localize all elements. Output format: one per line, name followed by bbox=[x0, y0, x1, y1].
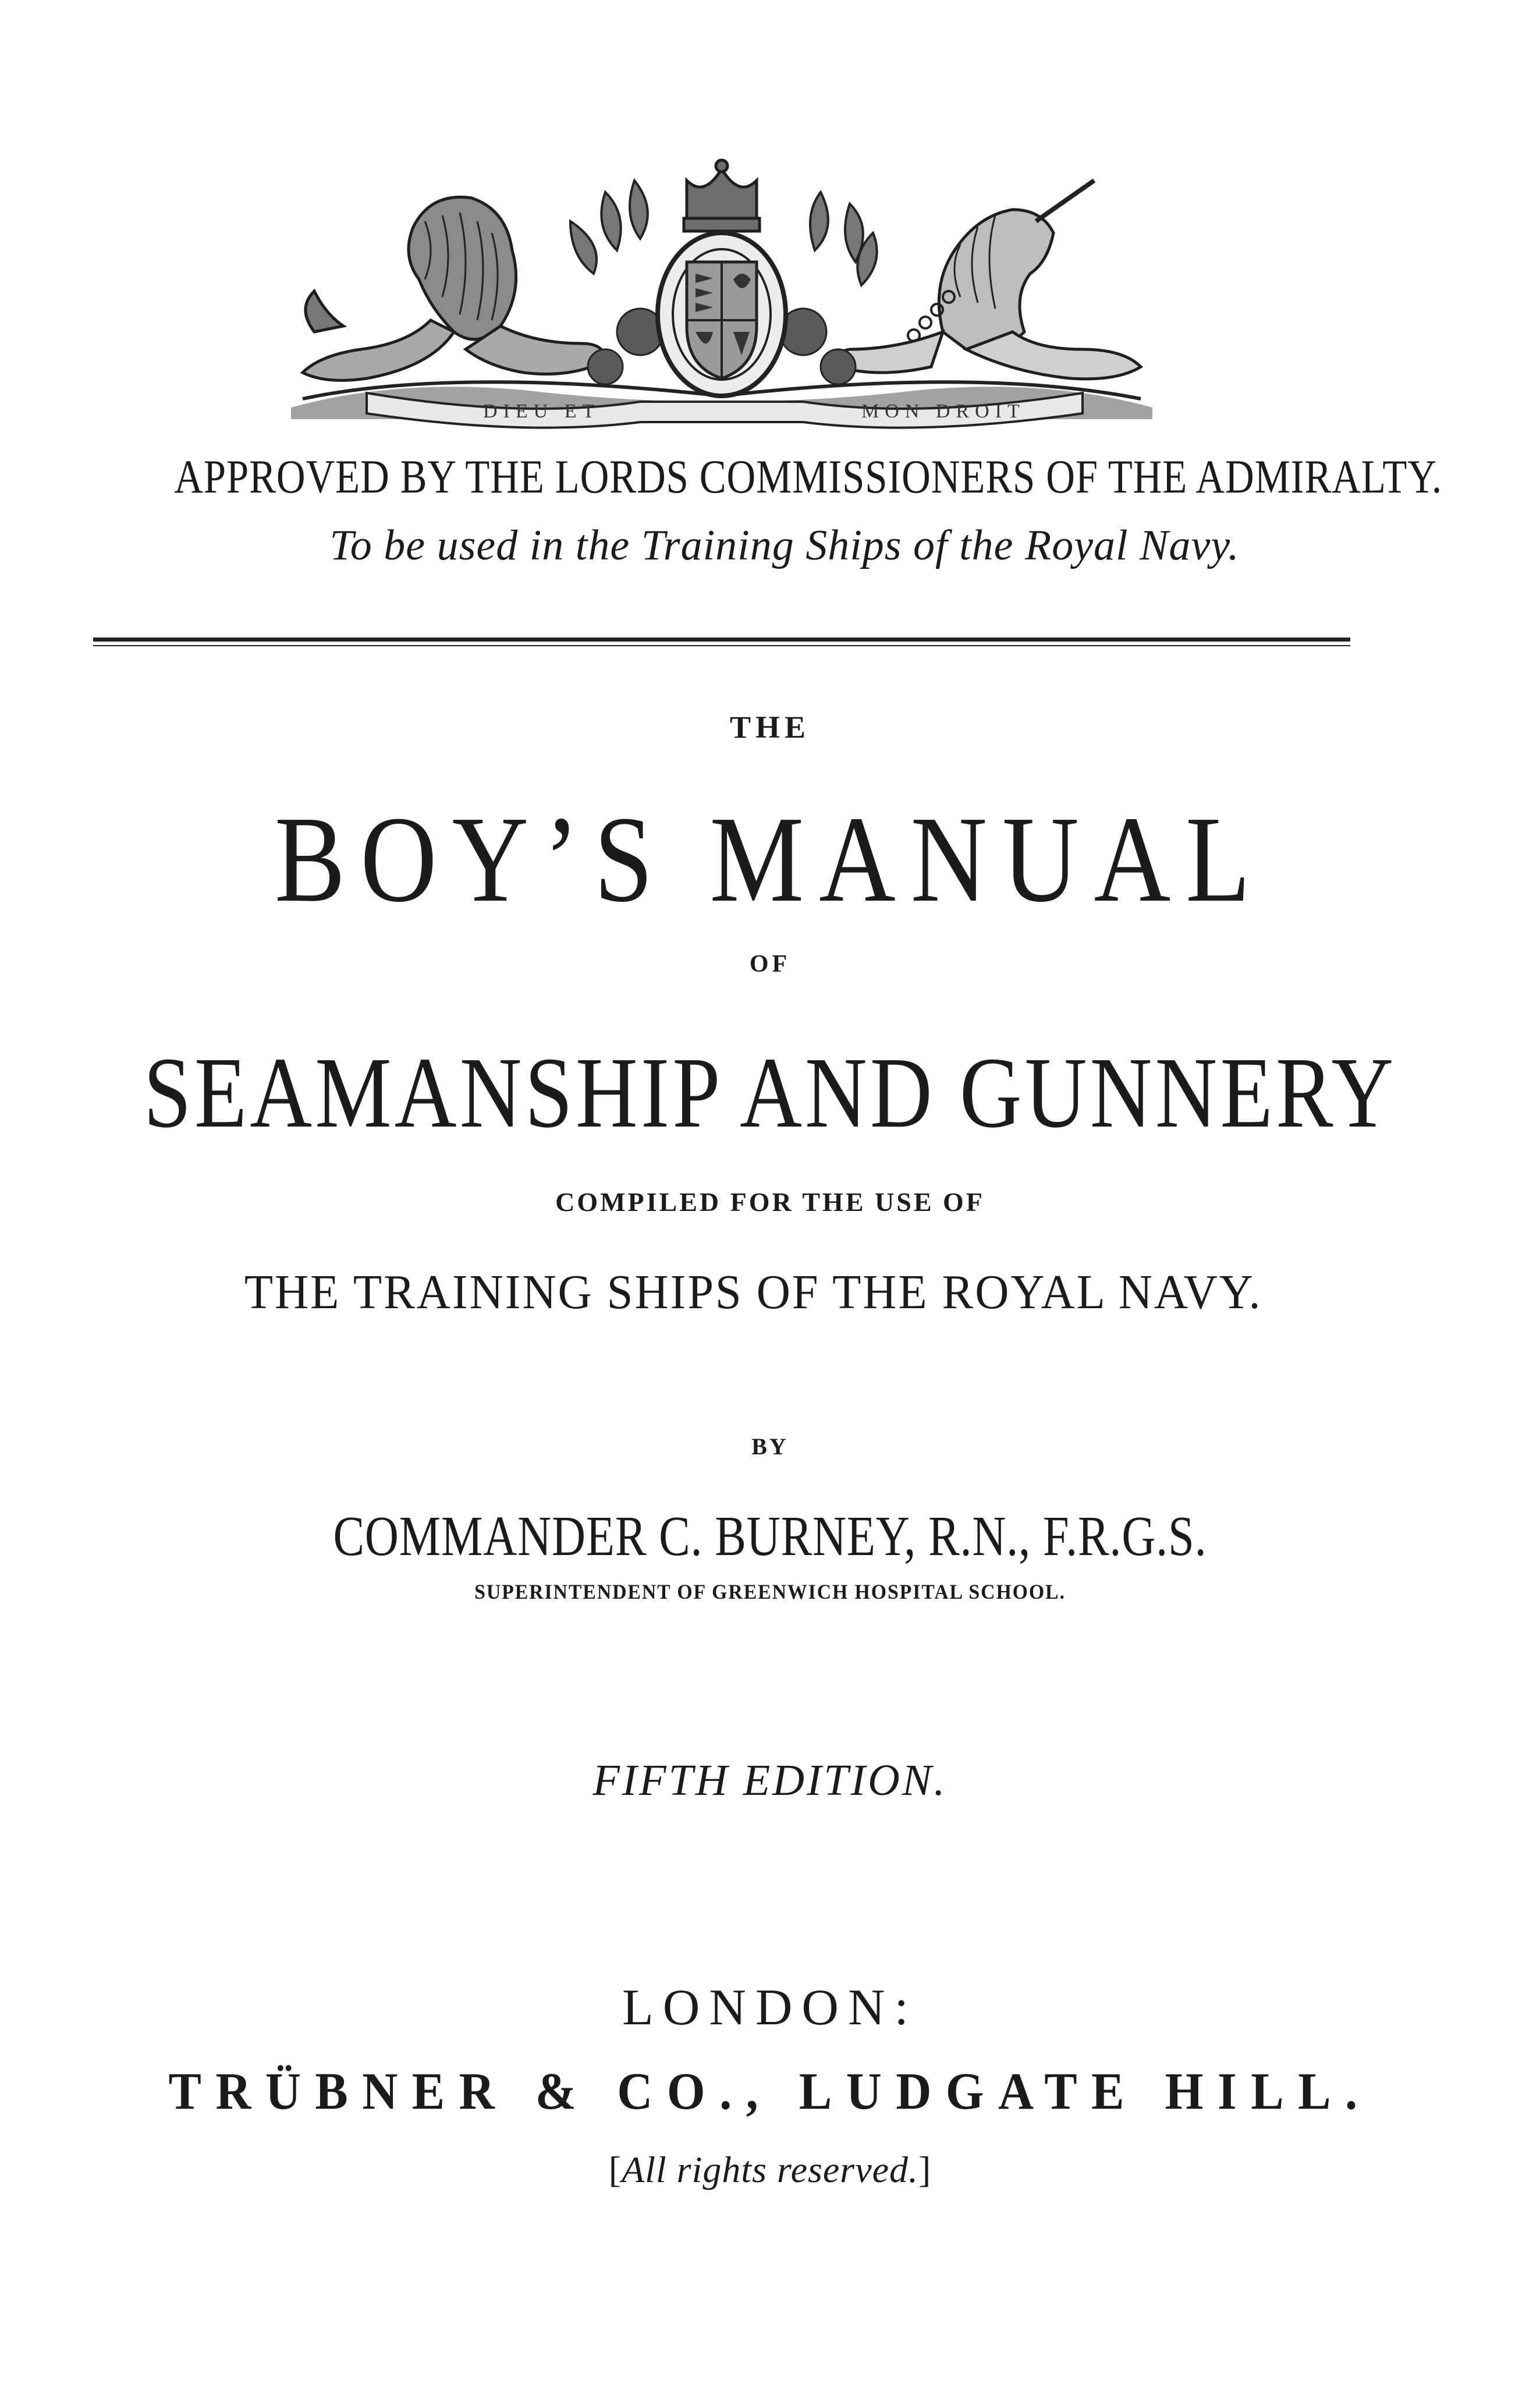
compiled-for: COMPILED FOR THE USE OF bbox=[555, 1187, 985, 1217]
usage-note: To be used in the Training Ships of the Royal Navy. bbox=[329, 522, 1240, 569]
rights-bracket-open: [ bbox=[608, 2149, 622, 2190]
imprint-city: LONDON: bbox=[622, 1979, 918, 2036]
edition: FIFTH EDITION. bbox=[592, 1756, 948, 1805]
rights-text: All rights reserved. bbox=[622, 2149, 918, 2190]
author-position: SUPERINTENDENT OF GREENWICH HOSPITAL SCHOOL. bbox=[474, 1580, 1066, 1603]
title-article: THE bbox=[729, 710, 811, 745]
by-line: BY bbox=[751, 1433, 789, 1460]
book-title-main: BOY’S MANUAL bbox=[274, 791, 1266, 927]
author-name: COMMANDER C. BURNEY, R.N., F.R.G.S. bbox=[333, 1505, 1207, 1568]
imprint-publisher: TRÜBNER & CO., LUDGATE HILL. bbox=[168, 2063, 1372, 2120]
admiralty-approval: APPROVED BY THE LORDS COMMISSIONERS OF THE ADMIRALTY. bbox=[174, 450, 1443, 503]
svg-text:DIEU ET: DIEU ET bbox=[483, 401, 601, 422]
svg-text:MON DROIT: MON DROIT bbox=[861, 401, 1026, 422]
royal-coat-of-arms-icon bbox=[279, 157, 1164, 431]
double-rule bbox=[93, 638, 1350, 642]
double-rule-thin bbox=[93, 645, 1350, 646]
book-title-subject: SEAMANSHIP AND GUNNERY bbox=[143, 1036, 1397, 1149]
title-connector: OF bbox=[749, 951, 791, 978]
rights-notice bbox=[0, 2151, 1540, 2188]
rights-bracket-close: ] bbox=[918, 2149, 932, 2190]
intended-audience: THE TRAINING SHIPS OF THE ROYAL NAVY. bbox=[244, 1265, 1262, 1319]
